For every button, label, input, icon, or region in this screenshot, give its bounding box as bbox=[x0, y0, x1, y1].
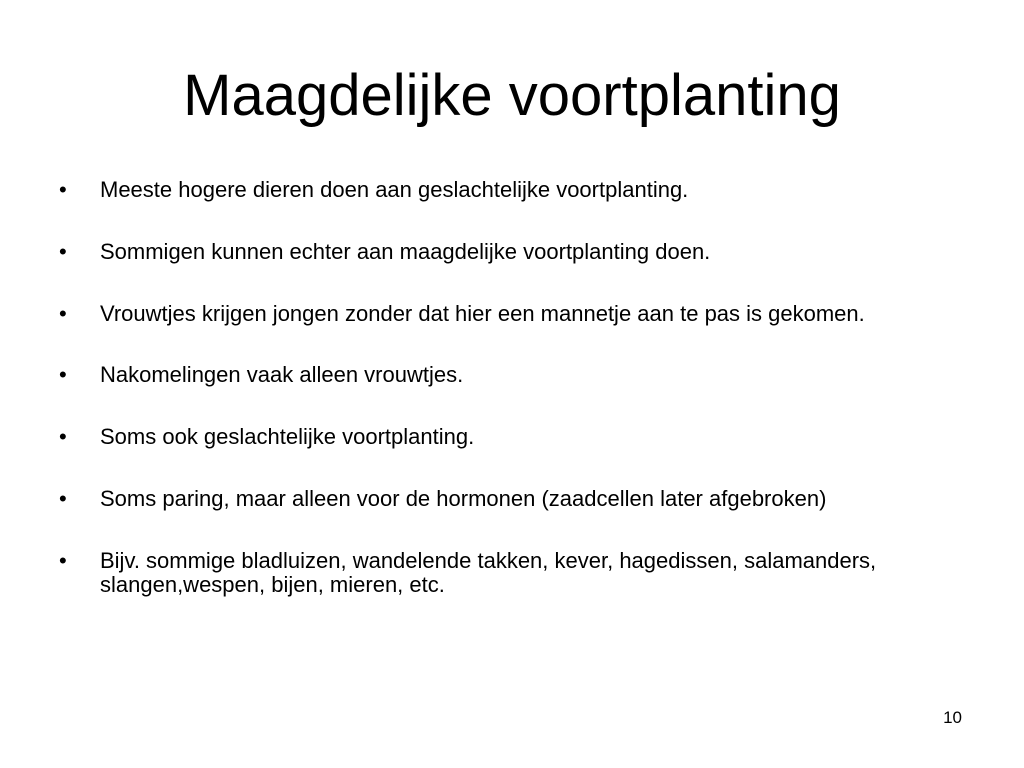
slide-title: Maagdelijke voortplanting bbox=[183, 63, 841, 128]
bullet-list bbox=[55, 178, 975, 635]
slide-number: 10 bbox=[943, 708, 962, 727]
bullet-item bbox=[55, 487, 975, 511]
bullet-icon: • bbox=[59, 486, 67, 511]
bullet-item bbox=[55, 363, 975, 387]
bullet-text: Bijv. sommige bladluizen, wandelende takken, kever, hagedissen, salamanders, slangen,wespen, bijen, mieren, etc. bbox=[100, 548, 877, 597]
bullet-icon: • bbox=[59, 424, 67, 449]
bullet-text: Soms ook geslachtelijke voortplanting. bbox=[100, 424, 475, 449]
bullet-icon: • bbox=[59, 177, 67, 202]
bullet-icon: • bbox=[59, 239, 67, 264]
bullet-text: Vrouwtjes krijgen jongen zonder dat hier een mannetje aan te pas is gekomen. bbox=[100, 301, 865, 326]
bullet-icon: • bbox=[59, 301, 67, 326]
bullet-item bbox=[55, 425, 975, 449]
bullet-icon: • bbox=[59, 548, 67, 573]
bullet-item bbox=[55, 240, 975, 264]
bullet-icon: • bbox=[59, 362, 67, 387]
bullet-item bbox=[55, 302, 975, 326]
bullet-text: Soms paring, maar alleen voor de hormonen (zaadcellen later afgebroken) bbox=[100, 486, 827, 511]
bullet-item bbox=[55, 549, 975, 597]
bullet-text: Meeste hogere dieren doen aan geslachtelijke voortplanting. bbox=[100, 177, 689, 202]
bullet-text: Nakomelingen vaak alleen vrouwtjes. bbox=[100, 362, 464, 387]
bullet-text: Sommigen kunnen echter aan maagdelijke voortplanting doen. bbox=[100, 239, 711, 264]
bullet-item bbox=[55, 178, 975, 202]
